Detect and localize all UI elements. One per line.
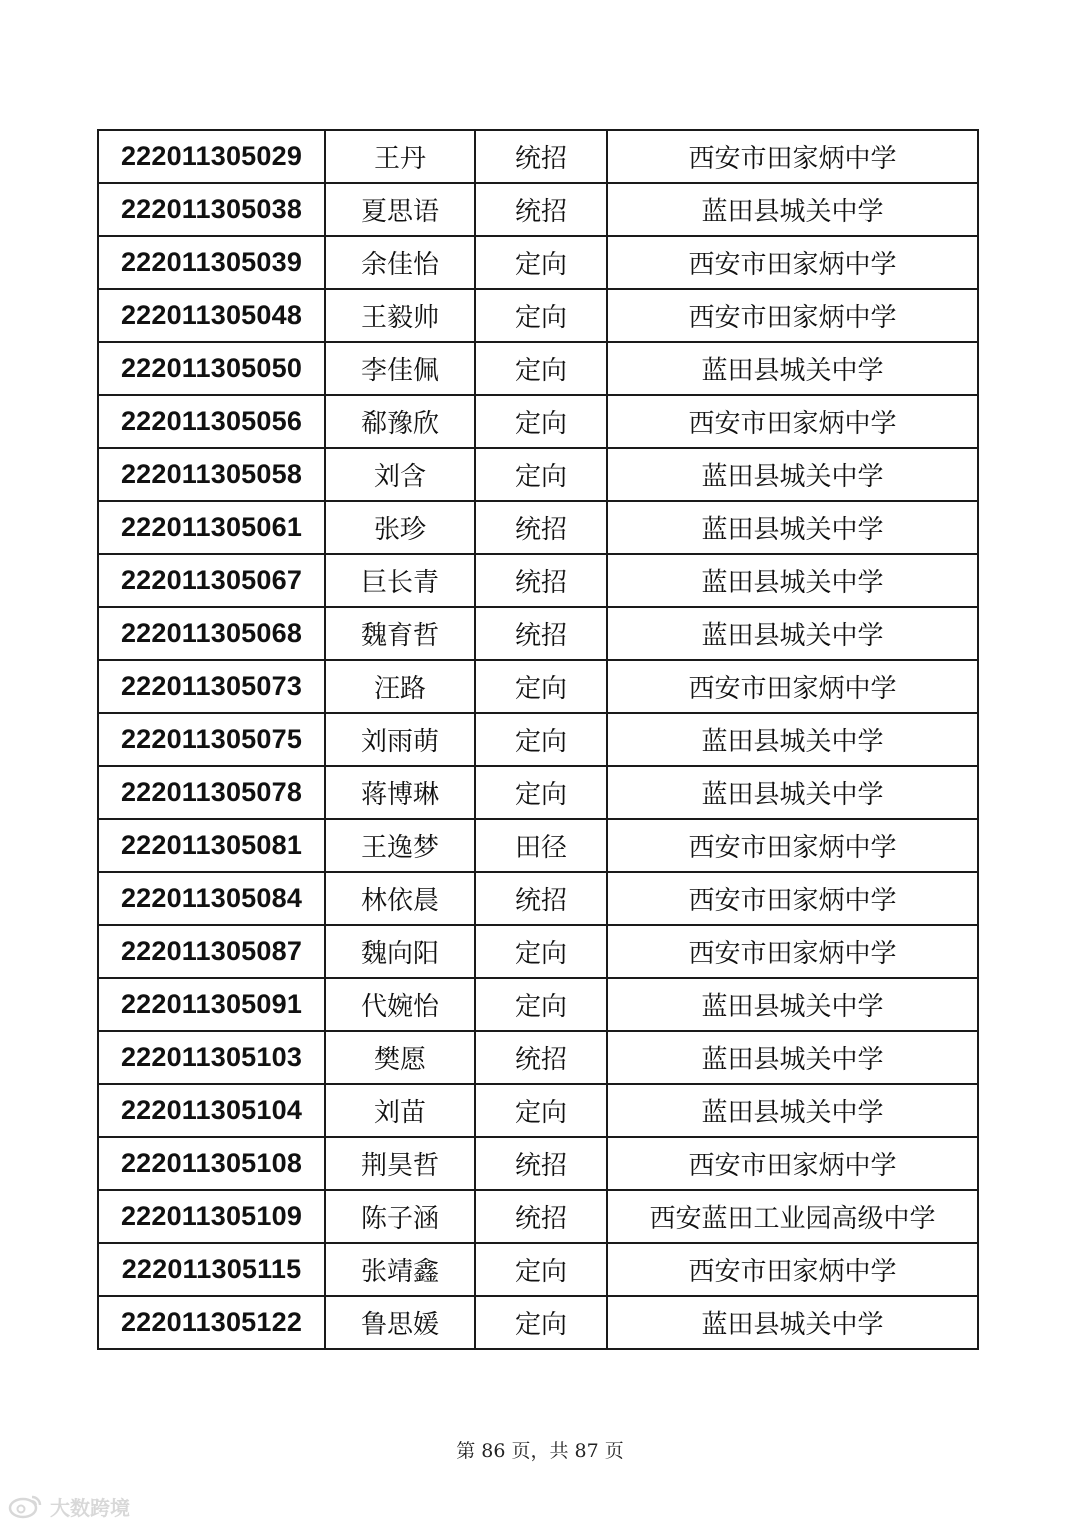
school-cell: 蓝田县城关中学 xyxy=(607,1084,978,1137)
table-row xyxy=(98,1296,978,1349)
school-cell: 蓝田县城关中学 xyxy=(607,713,978,766)
student-id-cell: 222011305078 xyxy=(98,766,325,819)
category-cell: 定向 xyxy=(475,713,607,766)
student-id-cell: 222011305087 xyxy=(98,925,325,978)
student-id-cell: 222011305029 xyxy=(98,130,325,183)
school-cell: 西安市田家炳中学 xyxy=(607,819,978,872)
category-cell: 定向 xyxy=(475,448,607,501)
student-id-cell: 222011305048 xyxy=(98,289,325,342)
category-cell: 定向 xyxy=(475,236,607,289)
category-cell: 统招 xyxy=(475,1137,607,1190)
category-cell: 统招 xyxy=(475,501,607,554)
school-cell: 西安市田家炳中学 xyxy=(607,236,978,289)
name-cell: 刘雨萌 xyxy=(325,713,475,766)
student-id-cell: 222011305038 xyxy=(98,183,325,236)
name-cell: 夏思语 xyxy=(325,183,475,236)
category-cell: 定向 xyxy=(475,978,607,1031)
name-cell: 荆昊哲 xyxy=(325,1137,475,1190)
student-id-cell: 222011305050 xyxy=(98,342,325,395)
category-cell: 统招 xyxy=(475,183,607,236)
table-row xyxy=(98,183,978,236)
page-number-footer: 第 86 页，共 87 页 xyxy=(456,1440,624,1462)
student-id-cell: 222011305058 xyxy=(98,448,325,501)
school-cell: 西安市田家炳中学 xyxy=(607,1243,978,1296)
table-row xyxy=(98,872,978,925)
name-cell: 魏向阳 xyxy=(325,925,475,978)
school-cell: 西安市田家炳中学 xyxy=(607,660,978,713)
student-id-cell: 222011305103 xyxy=(98,1031,325,1084)
school-cell: 蓝田县城关中学 xyxy=(607,448,978,501)
school-cell: 蓝田县城关中学 xyxy=(607,183,978,236)
name-cell: 巨长青 xyxy=(325,554,475,607)
category-cell: 统招 xyxy=(475,554,607,607)
student-id-cell: 222011305109 xyxy=(98,1190,325,1243)
category-cell: 定向 xyxy=(475,395,607,448)
name-cell: 李佳佩 xyxy=(325,342,475,395)
school-cell: 西安市田家炳中学 xyxy=(607,130,978,183)
student-id-cell: 222011305039 xyxy=(98,236,325,289)
name-cell: 刘含 xyxy=(325,448,475,501)
student-id-cell: 222011305067 xyxy=(98,554,325,607)
name-cell: 余佳怡 xyxy=(325,236,475,289)
table-row xyxy=(98,395,978,448)
name-cell: 汪路 xyxy=(325,660,475,713)
table-row xyxy=(98,554,978,607)
school-cell: 西安市田家炳中学 xyxy=(607,1137,978,1190)
school-cell: 蓝田县城关中学 xyxy=(607,1031,978,1084)
student-id-cell: 222011305108 xyxy=(98,1137,325,1190)
table-body xyxy=(98,130,978,1349)
category-cell: 统招 xyxy=(475,130,607,183)
table-row xyxy=(98,660,978,713)
table-row xyxy=(98,1084,978,1137)
category-cell: 定向 xyxy=(475,342,607,395)
category-cell: 定向 xyxy=(475,766,607,819)
name-cell: 王丹 xyxy=(325,130,475,183)
watermark-text: 大数跨境 xyxy=(50,1495,130,1520)
school-cell: 西安市田家炳中学 xyxy=(607,925,978,978)
student-id-cell: 222011305075 xyxy=(98,713,325,766)
table-row xyxy=(98,289,978,342)
category-cell: 统招 xyxy=(475,1031,607,1084)
name-cell: 王逸梦 xyxy=(325,819,475,872)
watermark xyxy=(8,1492,130,1520)
table-row xyxy=(98,501,978,554)
table-row xyxy=(98,819,978,872)
school-cell: 蓝田县城关中学 xyxy=(607,978,978,1031)
category-cell: 统招 xyxy=(475,1190,607,1243)
student-id-cell: 222011305081 xyxy=(98,819,325,872)
name-cell: 刘苗 xyxy=(325,1084,475,1137)
name-cell: 张靖鑫 xyxy=(325,1243,475,1296)
name-cell: 魏育哲 xyxy=(325,607,475,660)
admission-table xyxy=(97,129,979,1350)
category-cell: 定向 xyxy=(475,1084,607,1137)
school-cell: 西安市田家炳中学 xyxy=(607,289,978,342)
name-cell: 王毅帅 xyxy=(325,289,475,342)
student-id-cell: 222011305091 xyxy=(98,978,325,1031)
category-cell: 统招 xyxy=(475,607,607,660)
category-cell: 统招 xyxy=(475,872,607,925)
school-cell: 西安市田家炳中学 xyxy=(607,872,978,925)
student-id-cell: 222011305056 xyxy=(98,395,325,448)
category-cell: 定向 xyxy=(475,1296,607,1349)
name-cell: 樊愿 xyxy=(325,1031,475,1084)
school-cell: 蓝田县城关中学 xyxy=(607,501,978,554)
category-cell: 定向 xyxy=(475,289,607,342)
category-cell: 定向 xyxy=(475,925,607,978)
table-row xyxy=(98,236,978,289)
table-row xyxy=(98,130,978,183)
school-cell: 蓝田县城关中学 xyxy=(607,554,978,607)
table-row xyxy=(98,925,978,978)
category-cell: 定向 xyxy=(475,660,607,713)
student-id-cell: 222011305061 xyxy=(98,501,325,554)
student-id-cell: 222011305115 xyxy=(98,1243,325,1296)
name-cell: 林依晨 xyxy=(325,872,475,925)
table-row xyxy=(98,766,978,819)
category-cell: 定向 xyxy=(475,1243,607,1296)
school-cell: 西安蓝田工业园高级中学 xyxy=(607,1190,978,1243)
student-id-cell: 222011305073 xyxy=(98,660,325,713)
school-cell: 西安市田家炳中学 xyxy=(607,395,978,448)
table-row xyxy=(98,1243,978,1296)
table-row xyxy=(98,448,978,501)
school-cell: 蓝田县城关中学 xyxy=(607,766,978,819)
table-row xyxy=(98,607,978,660)
school-cell: 蓝田县城关中学 xyxy=(607,1296,978,1349)
name-cell: 鲁思媛 xyxy=(325,1296,475,1349)
table-row xyxy=(98,713,978,766)
name-cell: 张珍 xyxy=(325,501,475,554)
table-row xyxy=(98,342,978,395)
weibo-logo-icon xyxy=(8,1493,44,1519)
student-id-cell: 222011305104 xyxy=(98,1084,325,1137)
school-cell: 蓝田县城关中学 xyxy=(607,607,978,660)
student-id-cell: 222011305068 xyxy=(98,607,325,660)
name-cell: 蒋博琳 xyxy=(325,766,475,819)
school-cell: 蓝田县城关中学 xyxy=(607,342,978,395)
name-cell: 陈子涵 xyxy=(325,1190,475,1243)
category-cell: 田径 xyxy=(475,819,607,872)
table-row xyxy=(98,1190,978,1243)
student-id-cell: 222011305084 xyxy=(98,872,325,925)
table-row xyxy=(98,978,978,1031)
name-cell: 郗豫欣 xyxy=(325,395,475,448)
student-id-cell: 222011305122 xyxy=(98,1296,325,1349)
table-row xyxy=(98,1137,978,1190)
name-cell: 代婉怡 xyxy=(325,978,475,1031)
table-row xyxy=(98,1031,978,1084)
